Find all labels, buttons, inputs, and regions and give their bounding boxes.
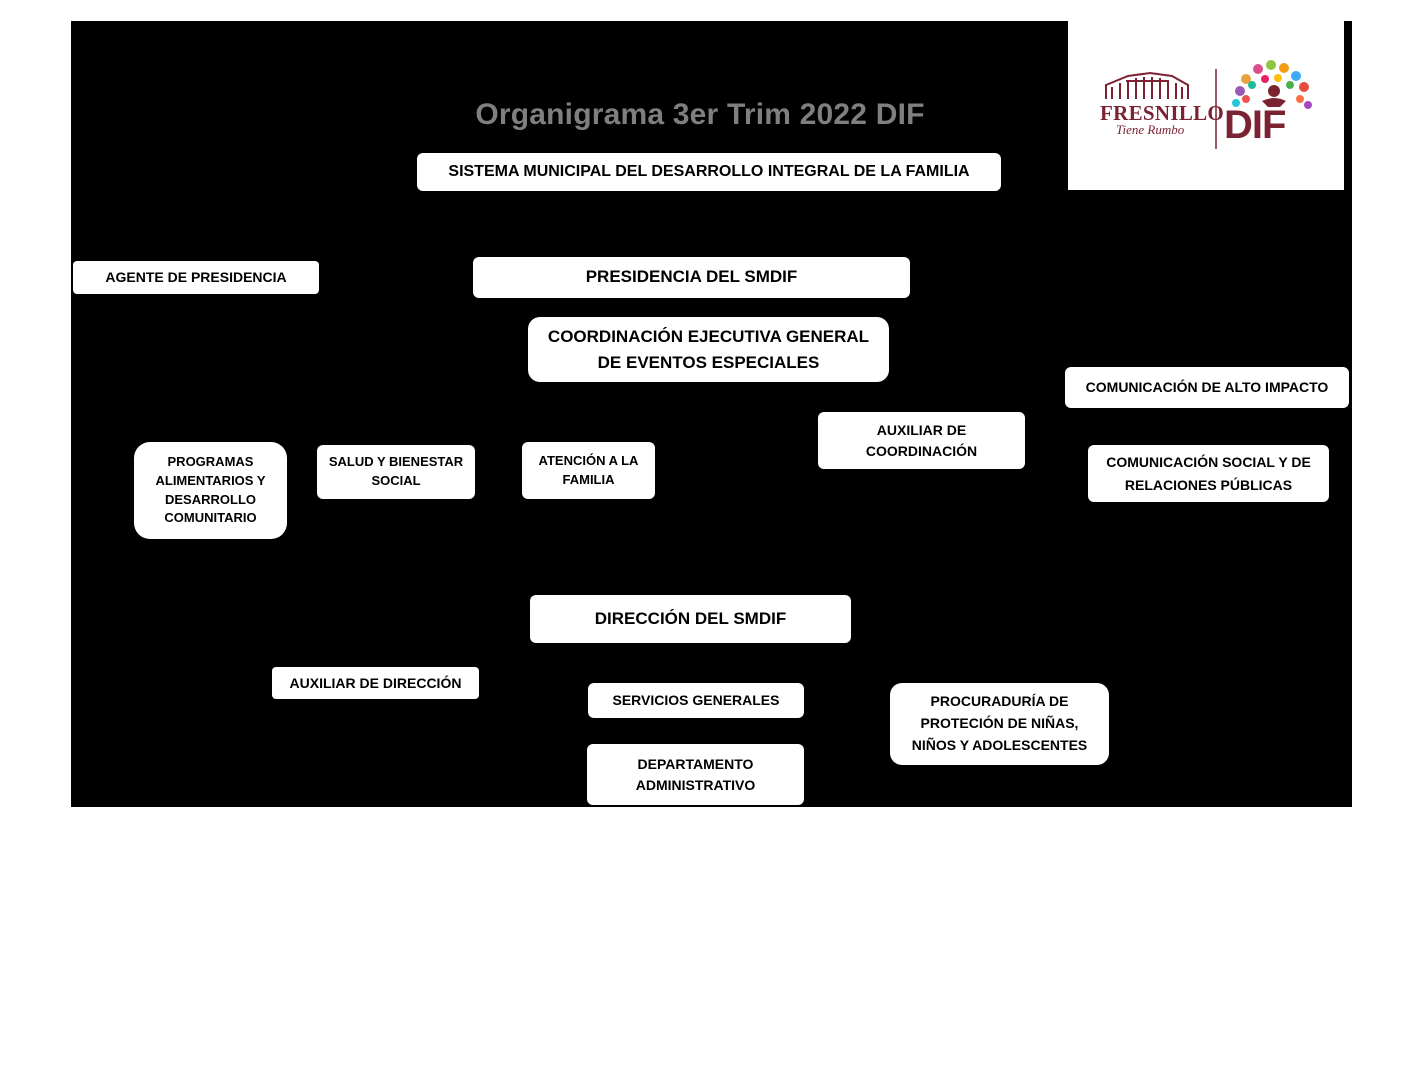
dif-tree-icon (1232, 60, 1312, 109)
logo-city-name: FRESNILLO (1100, 101, 1225, 125)
node-programas-alimentarios: PROGRAMAS ALIMENTARIOS Y DESARROLLO COMUNITARIO (134, 442, 287, 539)
node-servicios-generales: SERVICIOS GENERALES (588, 683, 804, 718)
node-coordinacion-ejecutiva: COORDINACIÓN EJECUTIVA GENERAL DE EVENTOS ESPECIALES (528, 317, 889, 382)
node-atencion-familia: ATENCIÓN A LA FAMILIA (522, 442, 655, 499)
node-comunicacion-social: COMUNICACIÓN SOCIAL Y DE RELACIONES PÚBLICAS (1088, 445, 1329, 502)
node-agente-presidencia: AGENTE DE PRESIDENCIA (73, 261, 319, 294)
node-departamento-administrativo: DEPARTAMENTO ADMINISTRATIVO (587, 744, 804, 805)
node-direccion: DIRECCIÓN DEL SMDIF (530, 595, 851, 643)
node-salud-bienestar: SALUD Y BIENESTAR SOCIAL (317, 445, 475, 499)
node-procuraduria: PROCURADURÍA DE PROTECIÓN DE NIÑAS, NIÑOS Y ADOLESCENTES (890, 683, 1109, 765)
logo-panel (1068, 21, 1344, 190)
node-comunicacion-alto-impacto: COMUNICACIÓN DE ALTO IMPACTO (1065, 367, 1349, 408)
node-presidencia: PRESIDENCIA DEL SMDIF (473, 257, 910, 298)
chart-title: Organigrama 3er Trim 2022 DIF (475, 98, 925, 131)
node-auxiliar-direccion: AUXILIAR DE DIRECCIÓN (272, 667, 479, 699)
logo-agency-name: DIF (1224, 103, 1286, 147)
logo-city-tagline: Tiene Rumbo (1116, 122, 1185, 137)
node-auxiliar-coordinacion: AUXILIAR DE COORDINACIÓN (818, 412, 1025, 469)
node-sistema-municipal: SISTEMA MUNICIPAL DEL DESARROLLO INTEGRAL DE LA FAMILIA (417, 153, 1001, 191)
